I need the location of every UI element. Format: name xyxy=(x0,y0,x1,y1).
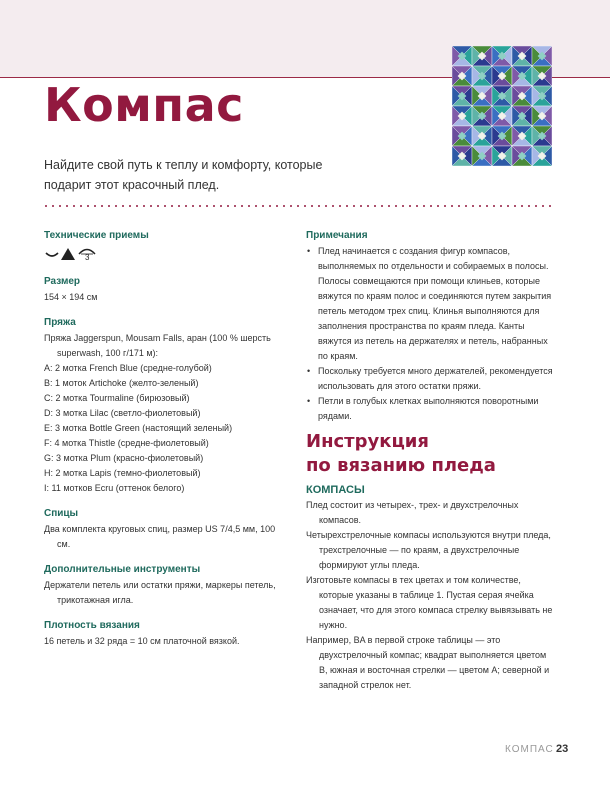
needles-text: Два комплекта круговых спиц, размер US 7/4,5 мм, 100 см. xyxy=(44,524,276,549)
tools-text: Держатели петель или остатки пряжи, маркеры петель, трикотажная игла. xyxy=(44,580,276,605)
yarn-line: I: 11 мотков Ecru (оттенок белого) xyxy=(44,483,185,493)
size-text: 154 × 194 см xyxy=(44,292,98,302)
yarn-line: A: 2 мотка French Blue (средне-голубой) xyxy=(44,363,212,373)
page-title: Компас xyxy=(44,78,244,132)
yarn-line: H: 2 мотка Lapis (темно-фиолетовый) xyxy=(44,468,201,478)
needles-heading: Спицы xyxy=(44,508,79,519)
yarn-line: C: 2 мотка Tourmaline (бирюзовый) xyxy=(44,393,190,403)
notes-item: • Петли в голубых клетках выполняются поворотными рядами. xyxy=(306,394,554,424)
size-heading: Размер xyxy=(44,276,81,287)
three-needle-number: 3 xyxy=(85,253,90,262)
intro-text: Найдите свой путь к теплу и комфорту, которые подарит этот красочный плед. xyxy=(44,158,323,192)
instructions-title-line: Инструкция xyxy=(306,431,429,452)
techniques-icons xyxy=(44,244,289,264)
page-number: 23 xyxy=(556,743,569,755)
quilt-thumbnail-image xyxy=(452,46,552,166)
gauge-section xyxy=(44,620,289,649)
yarn-line: B: 1 моток Artichoke (желто-зеленый) xyxy=(44,378,199,388)
yarn-heading: Пряжа xyxy=(44,317,76,328)
footer-label: КОМПАС xyxy=(505,744,554,755)
yarn-line: Пряжа Jaggerspun, Mousam Falls, аран (100 % шерсть superwash, 100 г/171 м): xyxy=(44,333,271,358)
yarn-line: F: 4 мотка Thistle (средне-фиолетовый) xyxy=(44,438,209,448)
notes-column xyxy=(306,230,554,424)
left-column xyxy=(44,230,289,661)
instructions-section xyxy=(306,484,554,693)
tools-heading: Дополнительные инструменты xyxy=(44,564,201,575)
techniques-heading: Технические приемы xyxy=(44,230,149,241)
yarn-line: D: 3 мотка Lilac (светло-фиолетовый) xyxy=(44,408,201,418)
instructions-title xyxy=(306,430,496,478)
notes-list xyxy=(306,244,554,424)
tools-section xyxy=(44,564,289,608)
size-section xyxy=(44,276,289,305)
instructions-title-line: по вязанию пледа xyxy=(306,455,496,476)
notes-item: • Поскольку требуется много держателей, рекомендуется использовать для этого остатки пряжи. xyxy=(306,364,554,394)
three-needle-icon xyxy=(76,245,98,263)
techniques-section xyxy=(44,230,289,264)
instructions-paragraph: Изготовьте компасы в тех цветах и том количестве, которые указаны в таблице 1. Пустая серая ячейка означает, что для этого компаса стрелку вывязывать не нужно. xyxy=(306,575,553,630)
gauge-heading: Плотность вязания xyxy=(44,620,140,631)
instructions-paragraph: Плед состоит из четырех-, трех- и двухстрелочных компасов. xyxy=(306,500,519,525)
triangle-icon xyxy=(60,247,76,261)
notes-heading: Примечания xyxy=(306,230,368,241)
dotted-divider xyxy=(44,203,554,209)
instructions-paragraph: Например, BA в первой строке таблицы — это двухстрелочный компас; квадрат выполняется цветом B, южная и восточная стрелки — цветом A; северной и западной стрелок нет. xyxy=(306,635,550,690)
needles-section xyxy=(44,508,289,552)
yarn-line: E: 3 мотка Bottle Green (настоящий зеленый) xyxy=(44,423,233,433)
yarn-section xyxy=(44,317,289,496)
short-row-icon xyxy=(44,247,60,261)
gauge-text: 16 петель и 32 ряда = 10 см платочной вязкой. xyxy=(44,636,240,646)
yarn-line: G: 3 мотка Plum (красно-фиолетовый) xyxy=(44,453,204,463)
instructions-paragraph: Четырехстрелочные компасы используются внутри пледа, трехстрелочные — по краям, а двухстрелочные формируют углы пледа. xyxy=(306,530,551,570)
compasses-subheading: КОМПАСЫ xyxy=(306,484,365,496)
notes-item: • Плед начинается с создания фигур компасов, выполняемых по отдельности и собираемых в полосы. Полосы совмещаются при помощи клиньев, которые вяжутся по краям полос и соединяются путем закрытия петель методом трех спиц. Клинья выполняются для заполнения пространства по краям пледа. Канты вяжутся из петель на держателях и петель, набранных по краям. xyxy=(306,244,554,364)
